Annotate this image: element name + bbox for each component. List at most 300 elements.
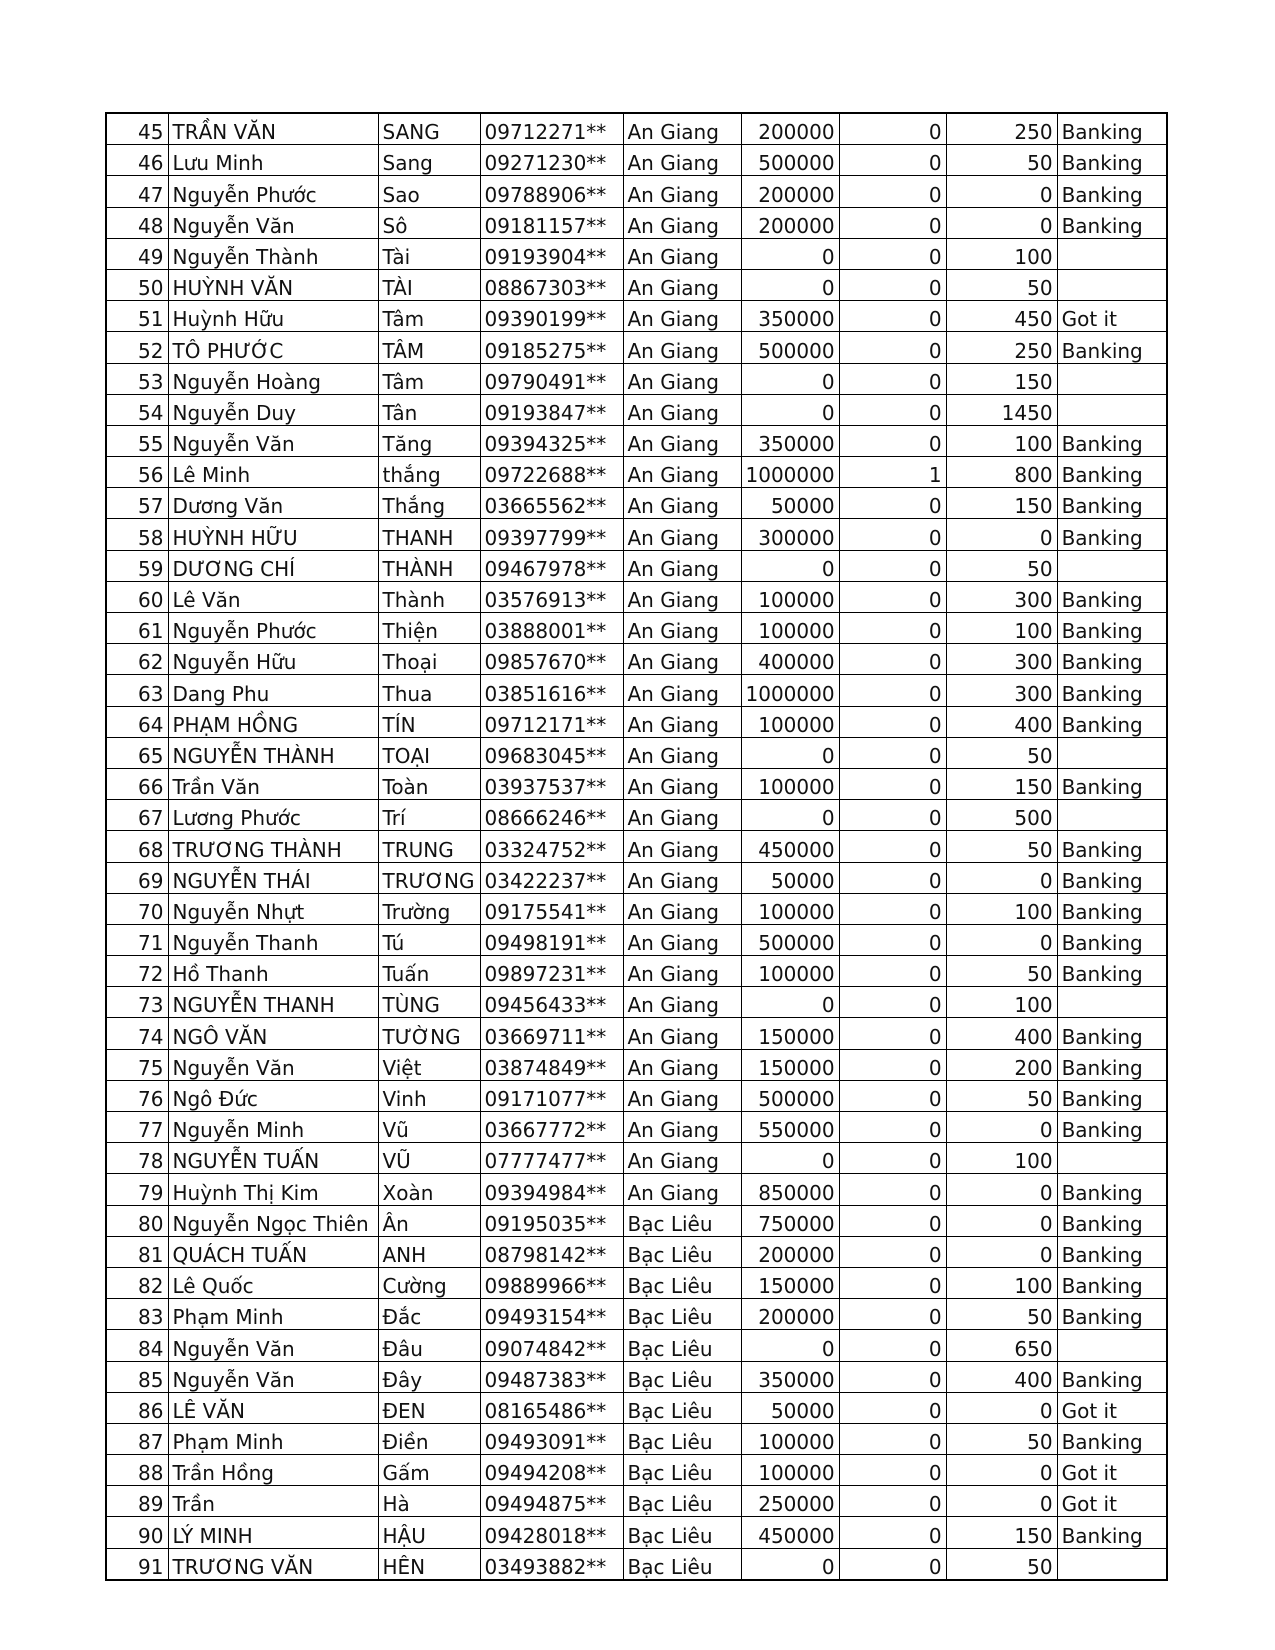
points-cell: 50 bbox=[946, 1423, 1057, 1454]
row-number-cell: 62 bbox=[106, 644, 168, 675]
table-row bbox=[106, 145, 1167, 176]
table-row bbox=[106, 956, 1167, 987]
phone-number-cell: 09493091** bbox=[480, 1423, 623, 1454]
points-cell: 50 bbox=[946, 1548, 1057, 1580]
payment-method-cell: Got it bbox=[1057, 1392, 1167, 1423]
last-middle-name-cell: NGUYỄN TUẤN bbox=[168, 1143, 378, 1174]
province-cell: An Giang bbox=[623, 1112, 741, 1143]
province-cell: An Giang bbox=[623, 301, 741, 332]
payment-method-cell: Banking bbox=[1057, 519, 1167, 550]
points-cell: 100 bbox=[946, 613, 1057, 644]
payment-method-cell: Banking bbox=[1057, 862, 1167, 893]
count-cell: 0 bbox=[839, 207, 946, 238]
last-middle-name-cell: Hồ Thanh bbox=[168, 956, 378, 987]
last-middle-name-cell: Nguyễn Văn bbox=[168, 1330, 378, 1361]
points-cell: 500 bbox=[946, 800, 1057, 831]
count-cell: 0 bbox=[839, 1299, 946, 1330]
amount-cell: 750000 bbox=[741, 1205, 839, 1236]
payment-method-cell bbox=[1057, 1548, 1167, 1580]
province-cell: An Giang bbox=[623, 675, 741, 706]
row-number-cell: 55 bbox=[106, 425, 168, 456]
row-number-cell: 77 bbox=[106, 1112, 168, 1143]
phone-number-cell: 09790491** bbox=[480, 363, 623, 394]
amount-cell: 350000 bbox=[741, 301, 839, 332]
row-number-cell: 67 bbox=[106, 800, 168, 831]
payment-method-cell: Banking bbox=[1057, 893, 1167, 924]
province-cell: An Giang bbox=[623, 581, 741, 612]
table-row bbox=[106, 768, 1167, 799]
payment-method-cell: Banking bbox=[1057, 1018, 1167, 1049]
first-name-cell: Tăng bbox=[378, 425, 480, 456]
row-number-cell: 72 bbox=[106, 956, 168, 987]
points-cell: 100 bbox=[946, 1267, 1057, 1298]
first-name-cell: Thắng bbox=[378, 488, 480, 519]
row-number-cell: 80 bbox=[106, 1205, 168, 1236]
points-cell: 0 bbox=[946, 862, 1057, 893]
points-cell: 50 bbox=[946, 737, 1057, 768]
province-cell: Bạc Liêu bbox=[623, 1205, 741, 1236]
count-cell: 0 bbox=[839, 956, 946, 987]
amount-cell: 500000 bbox=[741, 1080, 839, 1111]
province-cell: An Giang bbox=[623, 987, 741, 1018]
table-row bbox=[106, 1361, 1167, 1392]
first-name-cell: Tuấn bbox=[378, 956, 480, 987]
first-name-cell: Đâu bbox=[378, 1330, 480, 1361]
row-number-cell: 46 bbox=[106, 145, 168, 176]
phone-number-cell: 09428018** bbox=[480, 1517, 623, 1548]
amount-cell: 850000 bbox=[741, 1174, 839, 1205]
points-cell: 0 bbox=[946, 1392, 1057, 1423]
province-cell: An Giang bbox=[623, 1080, 741, 1111]
payment-method-cell bbox=[1057, 363, 1167, 394]
last-middle-name-cell: HUỲNH HỮU bbox=[168, 519, 378, 550]
province-cell: An Giang bbox=[623, 332, 741, 363]
points-cell: 300 bbox=[946, 644, 1057, 675]
phone-number-cell: 09193847** bbox=[480, 394, 623, 425]
payment-method-cell: Banking bbox=[1057, 768, 1167, 799]
count-cell: 0 bbox=[839, 1174, 946, 1205]
phone-number-cell: 09494875** bbox=[480, 1486, 623, 1517]
first-name-cell: HÊN bbox=[378, 1548, 480, 1580]
last-middle-name-cell: Nguyễn Nhựt bbox=[168, 893, 378, 924]
amount-cell: 350000 bbox=[741, 1361, 839, 1392]
table-row bbox=[106, 425, 1167, 456]
amount-cell: 0 bbox=[741, 1548, 839, 1580]
count-cell: 0 bbox=[839, 519, 946, 550]
amount-cell: 150000 bbox=[741, 1018, 839, 1049]
amount-cell: 0 bbox=[741, 737, 839, 768]
amount-cell: 50000 bbox=[741, 488, 839, 519]
last-middle-name-cell: LÝ MINH bbox=[168, 1517, 378, 1548]
amount-cell: 350000 bbox=[741, 425, 839, 456]
province-cell: An Giang bbox=[623, 488, 741, 519]
amount-cell: 300000 bbox=[741, 519, 839, 550]
data-table bbox=[105, 112, 1168, 1581]
row-number-cell: 65 bbox=[106, 737, 168, 768]
points-cell: 50 bbox=[946, 1299, 1057, 1330]
phone-number-cell: 09712171** bbox=[480, 706, 623, 737]
first-name-cell: Tân bbox=[378, 394, 480, 425]
row-number-cell: 91 bbox=[106, 1548, 168, 1580]
points-cell: 50 bbox=[946, 145, 1057, 176]
first-name-cell: Đây bbox=[378, 1361, 480, 1392]
first-name-cell: TÍN bbox=[378, 706, 480, 737]
province-cell: Bạc Liêu bbox=[623, 1299, 741, 1330]
phone-number-cell: 03422237** bbox=[480, 862, 623, 893]
last-middle-name-cell: NGUYỄN THÁI bbox=[168, 862, 378, 893]
amount-cell: 450000 bbox=[741, 831, 839, 862]
points-cell: 0 bbox=[946, 1112, 1057, 1143]
count-cell: 0 bbox=[839, 1080, 946, 1111]
phone-number-cell: 08165486** bbox=[480, 1392, 623, 1423]
table-row bbox=[106, 613, 1167, 644]
province-cell: Bạc Liêu bbox=[623, 1267, 741, 1298]
points-cell: 50 bbox=[946, 550, 1057, 581]
payment-method-cell: Banking bbox=[1057, 644, 1167, 675]
payment-method-cell: Got it bbox=[1057, 301, 1167, 332]
table-row bbox=[106, 550, 1167, 581]
amount-cell: 200000 bbox=[741, 113, 839, 145]
amount-cell: 150000 bbox=[741, 1267, 839, 1298]
count-cell: 0 bbox=[839, 488, 946, 519]
row-number-cell: 85 bbox=[106, 1361, 168, 1392]
count-cell: 0 bbox=[839, 1361, 946, 1392]
amount-cell: 50000 bbox=[741, 1392, 839, 1423]
table-row bbox=[106, 1174, 1167, 1205]
first-name-cell: THÀNH bbox=[378, 550, 480, 581]
last-middle-name-cell: Lê Văn bbox=[168, 581, 378, 612]
first-name-cell: Cường bbox=[378, 1267, 480, 1298]
phone-number-cell: 03888001** bbox=[480, 613, 623, 644]
first-name-cell: Vinh bbox=[378, 1080, 480, 1111]
points-cell: 50 bbox=[946, 269, 1057, 300]
points-cell: 300 bbox=[946, 581, 1057, 612]
count-cell: 0 bbox=[839, 176, 946, 207]
row-number-cell: 45 bbox=[106, 113, 168, 145]
points-cell: 150 bbox=[946, 488, 1057, 519]
count-cell: 0 bbox=[839, 581, 946, 612]
phone-number-cell: 09181157** bbox=[480, 207, 623, 238]
payment-method-cell: Banking bbox=[1057, 457, 1167, 488]
count-cell: 0 bbox=[839, 1267, 946, 1298]
last-middle-name-cell: Trần Hồng bbox=[168, 1455, 378, 1486]
phone-number-cell: 09456433** bbox=[480, 987, 623, 1018]
phone-number-cell: 03667772** bbox=[480, 1112, 623, 1143]
phone-number-cell: 09171077** bbox=[480, 1080, 623, 1111]
count-cell: 0 bbox=[839, 768, 946, 799]
first-name-cell: VŨ bbox=[378, 1143, 480, 1174]
table-row bbox=[106, 269, 1167, 300]
phone-number-cell: 09857670** bbox=[480, 644, 623, 675]
table-row bbox=[106, 301, 1167, 332]
payment-method-cell bbox=[1057, 987, 1167, 1018]
last-middle-name-cell: NGÔ VĂN bbox=[168, 1018, 378, 1049]
points-cell: 0 bbox=[946, 1205, 1057, 1236]
points-cell: 400 bbox=[946, 706, 1057, 737]
phone-number-cell: 09494208** bbox=[480, 1455, 623, 1486]
payment-method-cell bbox=[1057, 550, 1167, 581]
points-cell: 100 bbox=[946, 1143, 1057, 1174]
payment-method-cell: Banking bbox=[1057, 1299, 1167, 1330]
province-cell: Bạc Liêu bbox=[623, 1548, 741, 1580]
last-middle-name-cell: TÔ PHƯỚC bbox=[168, 332, 378, 363]
payment-method-cell bbox=[1057, 737, 1167, 768]
province-cell: Bạc Liêu bbox=[623, 1330, 741, 1361]
table-row bbox=[106, 394, 1167, 425]
province-cell: An Giang bbox=[623, 893, 741, 924]
phone-number-cell: 03493882** bbox=[480, 1548, 623, 1580]
row-number-cell: 60 bbox=[106, 581, 168, 612]
row-number-cell: 71 bbox=[106, 924, 168, 955]
last-middle-name-cell: Nguyễn Văn bbox=[168, 207, 378, 238]
first-name-cell: Sao bbox=[378, 176, 480, 207]
row-number-cell: 76 bbox=[106, 1080, 168, 1111]
amount-cell: 100000 bbox=[741, 1423, 839, 1454]
payment-method-cell: Banking bbox=[1057, 1361, 1167, 1392]
province-cell: An Giang bbox=[623, 862, 741, 893]
phone-number-cell: 09467978** bbox=[480, 550, 623, 581]
count-cell: 0 bbox=[839, 831, 946, 862]
province-cell: An Giang bbox=[623, 613, 741, 644]
last-middle-name-cell: TRƯƠNG VĂN bbox=[168, 1548, 378, 1580]
last-middle-name-cell: Nguyễn Văn bbox=[168, 425, 378, 456]
payment-method-cell: Banking bbox=[1057, 1174, 1167, 1205]
payment-method-cell bbox=[1057, 800, 1167, 831]
points-cell: 250 bbox=[946, 332, 1057, 363]
row-number-cell: 84 bbox=[106, 1330, 168, 1361]
last-middle-name-cell: Huỳnh Thị Kim bbox=[168, 1174, 378, 1205]
amount-cell: 50000 bbox=[741, 862, 839, 893]
points-cell: 800 bbox=[946, 457, 1057, 488]
table-row bbox=[106, 176, 1167, 207]
province-cell: An Giang bbox=[623, 644, 741, 675]
first-name-cell: Vũ bbox=[378, 1112, 480, 1143]
points-cell: 450 bbox=[946, 301, 1057, 332]
table-row bbox=[106, 831, 1167, 862]
phone-number-cell: 09175541** bbox=[480, 893, 623, 924]
table-row bbox=[106, 737, 1167, 768]
last-middle-name-cell: TRƯƠNG THÀNH bbox=[168, 831, 378, 862]
table-row bbox=[106, 1423, 1167, 1454]
phone-number-cell: 09074842** bbox=[480, 1330, 623, 1361]
count-cell: 0 bbox=[839, 1112, 946, 1143]
phone-number-cell: 09683045** bbox=[480, 737, 623, 768]
phone-number-cell: 09897231** bbox=[480, 956, 623, 987]
phone-number-cell: 07777477** bbox=[480, 1143, 623, 1174]
last-middle-name-cell: QUÁCH TUẤN bbox=[168, 1236, 378, 1267]
amount-cell: 1000000 bbox=[741, 457, 839, 488]
row-number-cell: 53 bbox=[106, 363, 168, 394]
table-row bbox=[106, 1143, 1167, 1174]
points-cell: 150 bbox=[946, 1517, 1057, 1548]
count-cell: 0 bbox=[839, 1018, 946, 1049]
count-cell: 0 bbox=[839, 737, 946, 768]
amount-cell: 0 bbox=[741, 800, 839, 831]
amount-cell: 0 bbox=[741, 1143, 839, 1174]
table-row bbox=[106, 113, 1167, 145]
last-middle-name-cell: NGUYỄN THANH bbox=[168, 987, 378, 1018]
table-row bbox=[106, 1392, 1167, 1423]
first-name-cell: thắng bbox=[378, 457, 480, 488]
amount-cell: 200000 bbox=[741, 207, 839, 238]
table-row bbox=[106, 675, 1167, 706]
phone-number-cell: 09390199** bbox=[480, 301, 623, 332]
province-cell: Bạc Liêu bbox=[623, 1517, 741, 1548]
first-name-cell: Xoàn bbox=[378, 1174, 480, 1205]
last-middle-name-cell: TRẦN VĂN bbox=[168, 113, 378, 145]
table-row bbox=[106, 1517, 1167, 1548]
row-number-cell: 73 bbox=[106, 987, 168, 1018]
row-number-cell: 50 bbox=[106, 269, 168, 300]
payment-method-cell: Banking bbox=[1057, 924, 1167, 955]
table-row bbox=[106, 1018, 1167, 1049]
table-row bbox=[106, 1205, 1167, 1236]
row-number-cell: 68 bbox=[106, 831, 168, 862]
row-number-cell: 87 bbox=[106, 1423, 168, 1454]
amount-cell: 0 bbox=[741, 394, 839, 425]
phone-number-cell: 09487383** bbox=[480, 1361, 623, 1392]
payment-method-cell: Got it bbox=[1057, 1455, 1167, 1486]
count-cell: 0 bbox=[839, 1049, 946, 1080]
count-cell: 0 bbox=[839, 1423, 946, 1454]
payment-method-cell bbox=[1057, 238, 1167, 269]
count-cell: 0 bbox=[839, 332, 946, 363]
row-number-cell: 59 bbox=[106, 550, 168, 581]
first-name-cell: Đắc bbox=[378, 1299, 480, 1330]
first-name-cell: TÂM bbox=[378, 332, 480, 363]
province-cell: An Giang bbox=[623, 831, 741, 862]
first-name-cell: Điền bbox=[378, 1423, 480, 1454]
last-middle-name-cell: Nguyễn Thanh bbox=[168, 924, 378, 955]
first-name-cell: TÙNG bbox=[378, 987, 480, 1018]
table-row bbox=[106, 363, 1167, 394]
amount-cell: 0 bbox=[741, 550, 839, 581]
payment-method-cell: Banking bbox=[1057, 581, 1167, 612]
points-cell: 650 bbox=[946, 1330, 1057, 1361]
amount-cell: 150000 bbox=[741, 1049, 839, 1080]
last-middle-name-cell: Nguyễn Duy bbox=[168, 394, 378, 425]
first-name-cell: Tâm bbox=[378, 301, 480, 332]
count-cell: 0 bbox=[839, 394, 946, 425]
count-cell: 0 bbox=[839, 1330, 946, 1361]
amount-cell: 100000 bbox=[741, 581, 839, 612]
count-cell: 0 bbox=[839, 1486, 946, 1517]
first-name-cell: Ân bbox=[378, 1205, 480, 1236]
province-cell: An Giang bbox=[623, 145, 741, 176]
first-name-cell: Sô bbox=[378, 207, 480, 238]
first-name-cell: ANH bbox=[378, 1236, 480, 1267]
amount-cell: 100000 bbox=[741, 1455, 839, 1486]
count-cell: 0 bbox=[839, 644, 946, 675]
amount-cell: 100000 bbox=[741, 768, 839, 799]
amount-cell: 0 bbox=[741, 269, 839, 300]
table-row bbox=[106, 1548, 1167, 1580]
phone-number-cell: 09271230** bbox=[480, 145, 623, 176]
amount-cell: 200000 bbox=[741, 176, 839, 207]
table-row bbox=[106, 644, 1167, 675]
province-cell: An Giang bbox=[623, 269, 741, 300]
payment-method-cell: Banking bbox=[1057, 1049, 1167, 1080]
row-number-cell: 51 bbox=[106, 301, 168, 332]
points-cell: 50 bbox=[946, 831, 1057, 862]
last-middle-name-cell: Lưu Minh bbox=[168, 145, 378, 176]
count-cell: 0 bbox=[839, 1517, 946, 1548]
count-cell: 1 bbox=[839, 457, 946, 488]
count-cell: 0 bbox=[839, 800, 946, 831]
phone-number-cell: 09394325** bbox=[480, 425, 623, 456]
amount-cell: 100000 bbox=[741, 706, 839, 737]
payment-method-cell: Banking bbox=[1057, 1517, 1167, 1548]
province-cell: An Giang bbox=[623, 737, 741, 768]
row-number-cell: 74 bbox=[106, 1018, 168, 1049]
province-cell: An Giang bbox=[623, 800, 741, 831]
amount-cell: 100000 bbox=[741, 893, 839, 924]
payment-method-cell: Banking bbox=[1057, 207, 1167, 238]
first-name-cell: HẬU bbox=[378, 1517, 480, 1548]
table-row bbox=[106, 1049, 1167, 1080]
amount-cell: 500000 bbox=[741, 924, 839, 955]
last-middle-name-cell: Nguyễn Hữu bbox=[168, 644, 378, 675]
payment-method-cell: Banking bbox=[1057, 332, 1167, 363]
province-cell: An Giang bbox=[623, 457, 741, 488]
table-row bbox=[106, 238, 1167, 269]
phone-number-cell: 09397799** bbox=[480, 519, 623, 550]
province-cell: An Giang bbox=[623, 768, 741, 799]
count-cell: 0 bbox=[839, 1143, 946, 1174]
points-cell: 300 bbox=[946, 675, 1057, 706]
count-cell: 0 bbox=[839, 862, 946, 893]
row-number-cell: 66 bbox=[106, 768, 168, 799]
points-cell: 0 bbox=[946, 176, 1057, 207]
amount-cell: 0 bbox=[741, 363, 839, 394]
table-row bbox=[106, 800, 1167, 831]
row-number-cell: 47 bbox=[106, 176, 168, 207]
payment-method-cell: Got it bbox=[1057, 1486, 1167, 1517]
amount-cell: 500000 bbox=[741, 145, 839, 176]
first-name-cell: Thành bbox=[378, 581, 480, 612]
count-cell: 0 bbox=[839, 238, 946, 269]
payment-method-cell: Banking bbox=[1057, 1112, 1167, 1143]
province-cell: An Giang bbox=[623, 706, 741, 737]
points-cell: 150 bbox=[946, 363, 1057, 394]
count-cell: 0 bbox=[839, 1548, 946, 1580]
amount-cell: 400000 bbox=[741, 644, 839, 675]
count-cell: 0 bbox=[839, 987, 946, 1018]
phone-number-cell: 09185275** bbox=[480, 332, 623, 363]
points-cell: 0 bbox=[946, 1486, 1057, 1517]
table-row bbox=[106, 1267, 1167, 1298]
table-row bbox=[106, 1455, 1167, 1486]
first-name-cell: Gấm bbox=[378, 1455, 480, 1486]
row-number-cell: 83 bbox=[106, 1299, 168, 1330]
last-middle-name-cell: NGUYỄN THÀNH bbox=[168, 737, 378, 768]
payment-method-cell bbox=[1057, 1330, 1167, 1361]
last-middle-name-cell: Trần bbox=[168, 1486, 378, 1517]
table-row bbox=[106, 862, 1167, 893]
first-name-cell: Thiện bbox=[378, 613, 480, 644]
phone-number-cell: 03937537** bbox=[480, 768, 623, 799]
province-cell: Bạc Liêu bbox=[623, 1455, 741, 1486]
amount-cell: 200000 bbox=[741, 1236, 839, 1267]
first-name-cell: ĐEN bbox=[378, 1392, 480, 1423]
last-middle-name-cell: Nguyễn Phước bbox=[168, 613, 378, 644]
first-name-cell: Sang bbox=[378, 145, 480, 176]
phone-number-cell: 03665562** bbox=[480, 488, 623, 519]
count-cell: 0 bbox=[839, 145, 946, 176]
points-cell: 100 bbox=[946, 987, 1057, 1018]
points-cell: 0 bbox=[946, 207, 1057, 238]
points-cell: 50 bbox=[946, 956, 1057, 987]
